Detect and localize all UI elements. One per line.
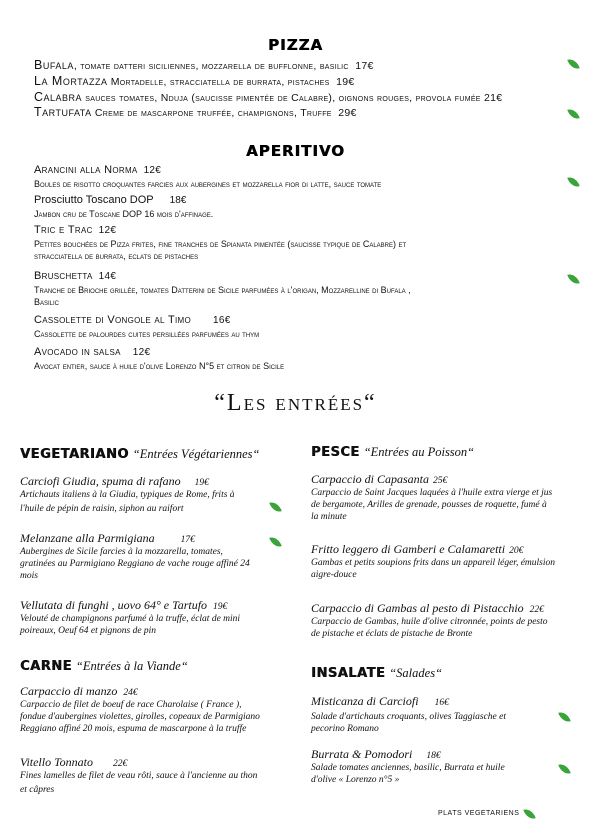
aperitivo-item-desc: Cassolette de palourdes cuites persillées parfumées au thym	[34, 329, 260, 339]
pizza-item	[34, 58, 374, 72]
dish-desc: la minute	[311, 512, 347, 522]
dish-name	[311, 542, 523, 557]
pizza-item	[34, 105, 357, 119]
vegetarian-leaf-icon	[567, 175, 580, 189]
vegetarian-leaf-icon	[558, 710, 571, 724]
category-carne	[20, 657, 188, 675]
category-subtitle: “Salades“	[389, 666, 443, 680]
aperitivo-item-desc: Tranche de Brioche grillée, tomates Datterini de Sicile parfumées à l'origan, Mozzarelline di Bufala ,	[34, 285, 411, 295]
pizza-name: La Mortazza	[34, 74, 108, 88]
dish-desc: Carpaccio de Saint Jacques laquées à l'huile extra vierge et jus	[311, 488, 553, 498]
item-price: 12€	[98, 225, 117, 236]
dish-name	[20, 531, 195, 546]
item-price: 16€	[212, 315, 231, 326]
pizza-price: 17€	[355, 60, 374, 72]
dish-desc: Fines lamelles de filet de veau rôti, sauce à l'ancienne au thon	[20, 771, 258, 781]
item-name: Cassolette di Vongole al Timo	[34, 314, 191, 326]
dish-desc: aigre-douce	[311, 570, 357, 580]
dish-price: 16€	[434, 698, 449, 708]
dish-desc: fondue d'aubergines violettes, girolles, copeaux de Parmigiano	[20, 712, 260, 722]
category-title: CARNE	[20, 659, 72, 674]
pizza-name: Bufala	[34, 58, 74, 72]
dish-desc: Velouté de champignons parfumé à la truffe, éclat de mini	[20, 614, 241, 624]
aperitivo-item-desc: Basilic	[34, 297, 60, 307]
dish-title: Carpaccio di Gambas al pesto di Pistacchio	[311, 601, 524, 615]
dish-desc: de pistache et éclats de pistache de Bronte	[311, 629, 473, 639]
dish-desc: mois	[20, 571, 38, 581]
pizza-name: Calabra	[34, 90, 83, 104]
item-price: 14€	[98, 271, 117, 282]
category-title: INSALATE	[311, 666, 386, 681]
item-price: 18€	[169, 195, 187, 206]
dish-name	[20, 474, 209, 489]
dish-desc: gratinées au Parmigiano Reggiano de vache rouge affiné 24	[20, 559, 250, 569]
vegetarian-leaf-icon	[269, 535, 282, 549]
dish-price: 22€	[113, 759, 128, 769]
dish-title: Carpaccio di manzo	[20, 684, 118, 698]
vegetarian-leaf-icon	[567, 107, 580, 121]
vegetarian-leaf-icon	[269, 500, 282, 514]
dish-title: Vitello Tonnato	[20, 755, 94, 769]
pizza-desc: Creme de mascarpone truffée, champignons, Truffe	[91, 107, 332, 119]
pizza-price: 21€	[484, 92, 503, 104]
aperitivo-item-desc: stracciatella de burrata, eclats de pistaches	[34, 251, 199, 261]
dish-price: 19€	[194, 478, 209, 488]
dish-name	[20, 755, 127, 770]
category-subtitle: “Entrées Végétariennes“	[132, 447, 260, 461]
dish-desc: pecorino Romano	[311, 724, 379, 734]
dish-desc: Aubergines de Sicile farcies à la mozzarella, tomates,	[20, 547, 223, 557]
item-name: Avocado in salsa	[34, 346, 121, 358]
pizza-item	[34, 90, 502, 104]
aperitivo-item-name	[34, 346, 150, 358]
dish-price: 20€	[509, 546, 524, 556]
dish-name	[20, 598, 227, 613]
entrees-title: “Les entrées“	[214, 390, 377, 416]
category-vegetariano	[20, 445, 259, 463]
vegetarian-leaf-icon	[558, 762, 571, 776]
aperitivo-item-name	[34, 270, 116, 282]
dish-desc: l'huile de pépin de raisin, siphon au raifort	[20, 504, 184, 514]
aperitivo-title: APERITIVO	[246, 142, 345, 160]
aperitivo-item-desc: Jambon cru de Toscane DOP 16 mois d'affinage.	[34, 209, 214, 219]
pizza-name: Tartufata	[34, 105, 92, 119]
pizza-price: 19€	[336, 76, 355, 88]
dish-title: Carpaccio di Capasanta	[311, 472, 430, 486]
aperitivo-item-desc: Boules de risotto croquantes farcies aux aubergines et mozzarella fior di latte, sauce tomate	[34, 179, 382, 189]
pizza-item	[34, 74, 354, 88]
pizza-desc: Mortadelle, stracciatella de burrata, pistaches	[107, 76, 330, 88]
item-price: 12€	[143, 165, 162, 176]
pizza-price: 29€	[338, 107, 357, 119]
dish-title: Fritto leggero di Gamberi e Calamaretti	[311, 542, 506, 556]
item-name: Bruschetta	[34, 270, 93, 282]
dish-price: 19€	[213, 602, 228, 612]
category-subtitle: “Entrées au Poisson“	[363, 445, 475, 459]
dish-desc: Salade tomates anciennes, basilic, Burrata et huile	[311, 763, 505, 773]
dish-price: 22€	[529, 605, 544, 615]
dish-name	[20, 684, 138, 699]
dish-price: 25€	[433, 476, 448, 486]
vegetarian-leaf-icon	[567, 272, 580, 286]
item-name: Tric e Trac	[34, 224, 93, 236]
pizza-desc: sauces tomates, Nduja (saucisse pimentée de Calabre), oignons rouges, provola fumée	[82, 92, 481, 104]
dish-desc: de bergamote, Arilles de grenade, pousses de roquette, fumé à	[311, 500, 547, 510]
dish-desc: poireaux, Oeuf 64 et pignons de pin	[20, 626, 157, 636]
pizza-desc: , tomate datteri siciliennes, mozzarella de bufflonne, basilic	[73, 60, 349, 72]
aperitivo-item-name	[34, 164, 161, 176]
dish-desc: Gambas et petits soupions frits dans un appareil léger, émulsion	[311, 558, 556, 568]
vegetarian-leaf-icon	[523, 807, 536, 821]
footer-legend-label: PLATS VEGETARIENS	[438, 810, 520, 817]
dish-desc: Carpaccio de Gambas, huile d'olive citronnée, points de pesto	[311, 617, 548, 627]
dish-desc: Artichauts italiens à la Giudia, typiques de Rome, frits à	[20, 490, 235, 500]
item-price: 12€	[132, 347, 151, 358]
dish-desc: d'olive « Lorenzo n°5 »	[311, 775, 400, 785]
dish-desc: et câpres	[20, 785, 55, 795]
category-insalate	[311, 664, 442, 682]
dish-price: 24€	[123, 688, 138, 698]
category-title: VEGETARIANO	[20, 447, 129, 462]
dish-desc: Salade d'artichauts croquants, olives Taggiasche et	[311, 712, 507, 722]
aperitivo-item-desc: Petites bouchées de Pizza frites, fine tranches de Spianata pimentée (saucisse typique de Calabre) et	[34, 239, 407, 249]
aperitivo-item-name	[34, 224, 116, 236]
category-pesce	[311, 443, 474, 461]
dish-desc: Carpaccio de filet de boeuf de race Charolaise ( France ),	[20, 700, 242, 710]
dish-title: Vellutata di funghi , uovo 64° e Tartufo	[20, 598, 208, 612]
dish-title: Misticanza di Carciofi	[311, 694, 419, 708]
item-name: Arancini alla Norma	[34, 164, 138, 176]
pizza-title: PIZZA	[268, 36, 323, 54]
dish-desc: Reggiano affiné 20 mois, espuma de mascarpone à la truffe	[20, 724, 247, 734]
dish-price: 17€	[180, 535, 195, 545]
aperitivo-item-desc: Avocat entier, sauce à huile d'olive Lorenzo N°5 et citron de Sicile	[34, 361, 285, 371]
vegetarian-leaf-icon	[567, 57, 580, 71]
dish-title: Carciofi Giudia, spuma di rafano	[20, 474, 181, 488]
dish-title: Burrata & Pomodori	[311, 747, 413, 761]
item-name: Prosciutto Toscano DOP	[34, 194, 154, 206]
aperitivo-item-name	[34, 314, 231, 326]
dish-name	[311, 694, 449, 709]
dish-title: Melanzane alla Parmigiana	[20, 531, 155, 545]
dish-price: 18€	[426, 751, 441, 761]
dish-name	[311, 601, 544, 616]
aperitivo-item-name	[34, 194, 186, 206]
dish-name	[311, 747, 441, 762]
category-title: PESCE	[311, 445, 360, 460]
category-subtitle: “Entrées à la Viande“	[75, 659, 188, 673]
dish-name	[311, 472, 447, 487]
